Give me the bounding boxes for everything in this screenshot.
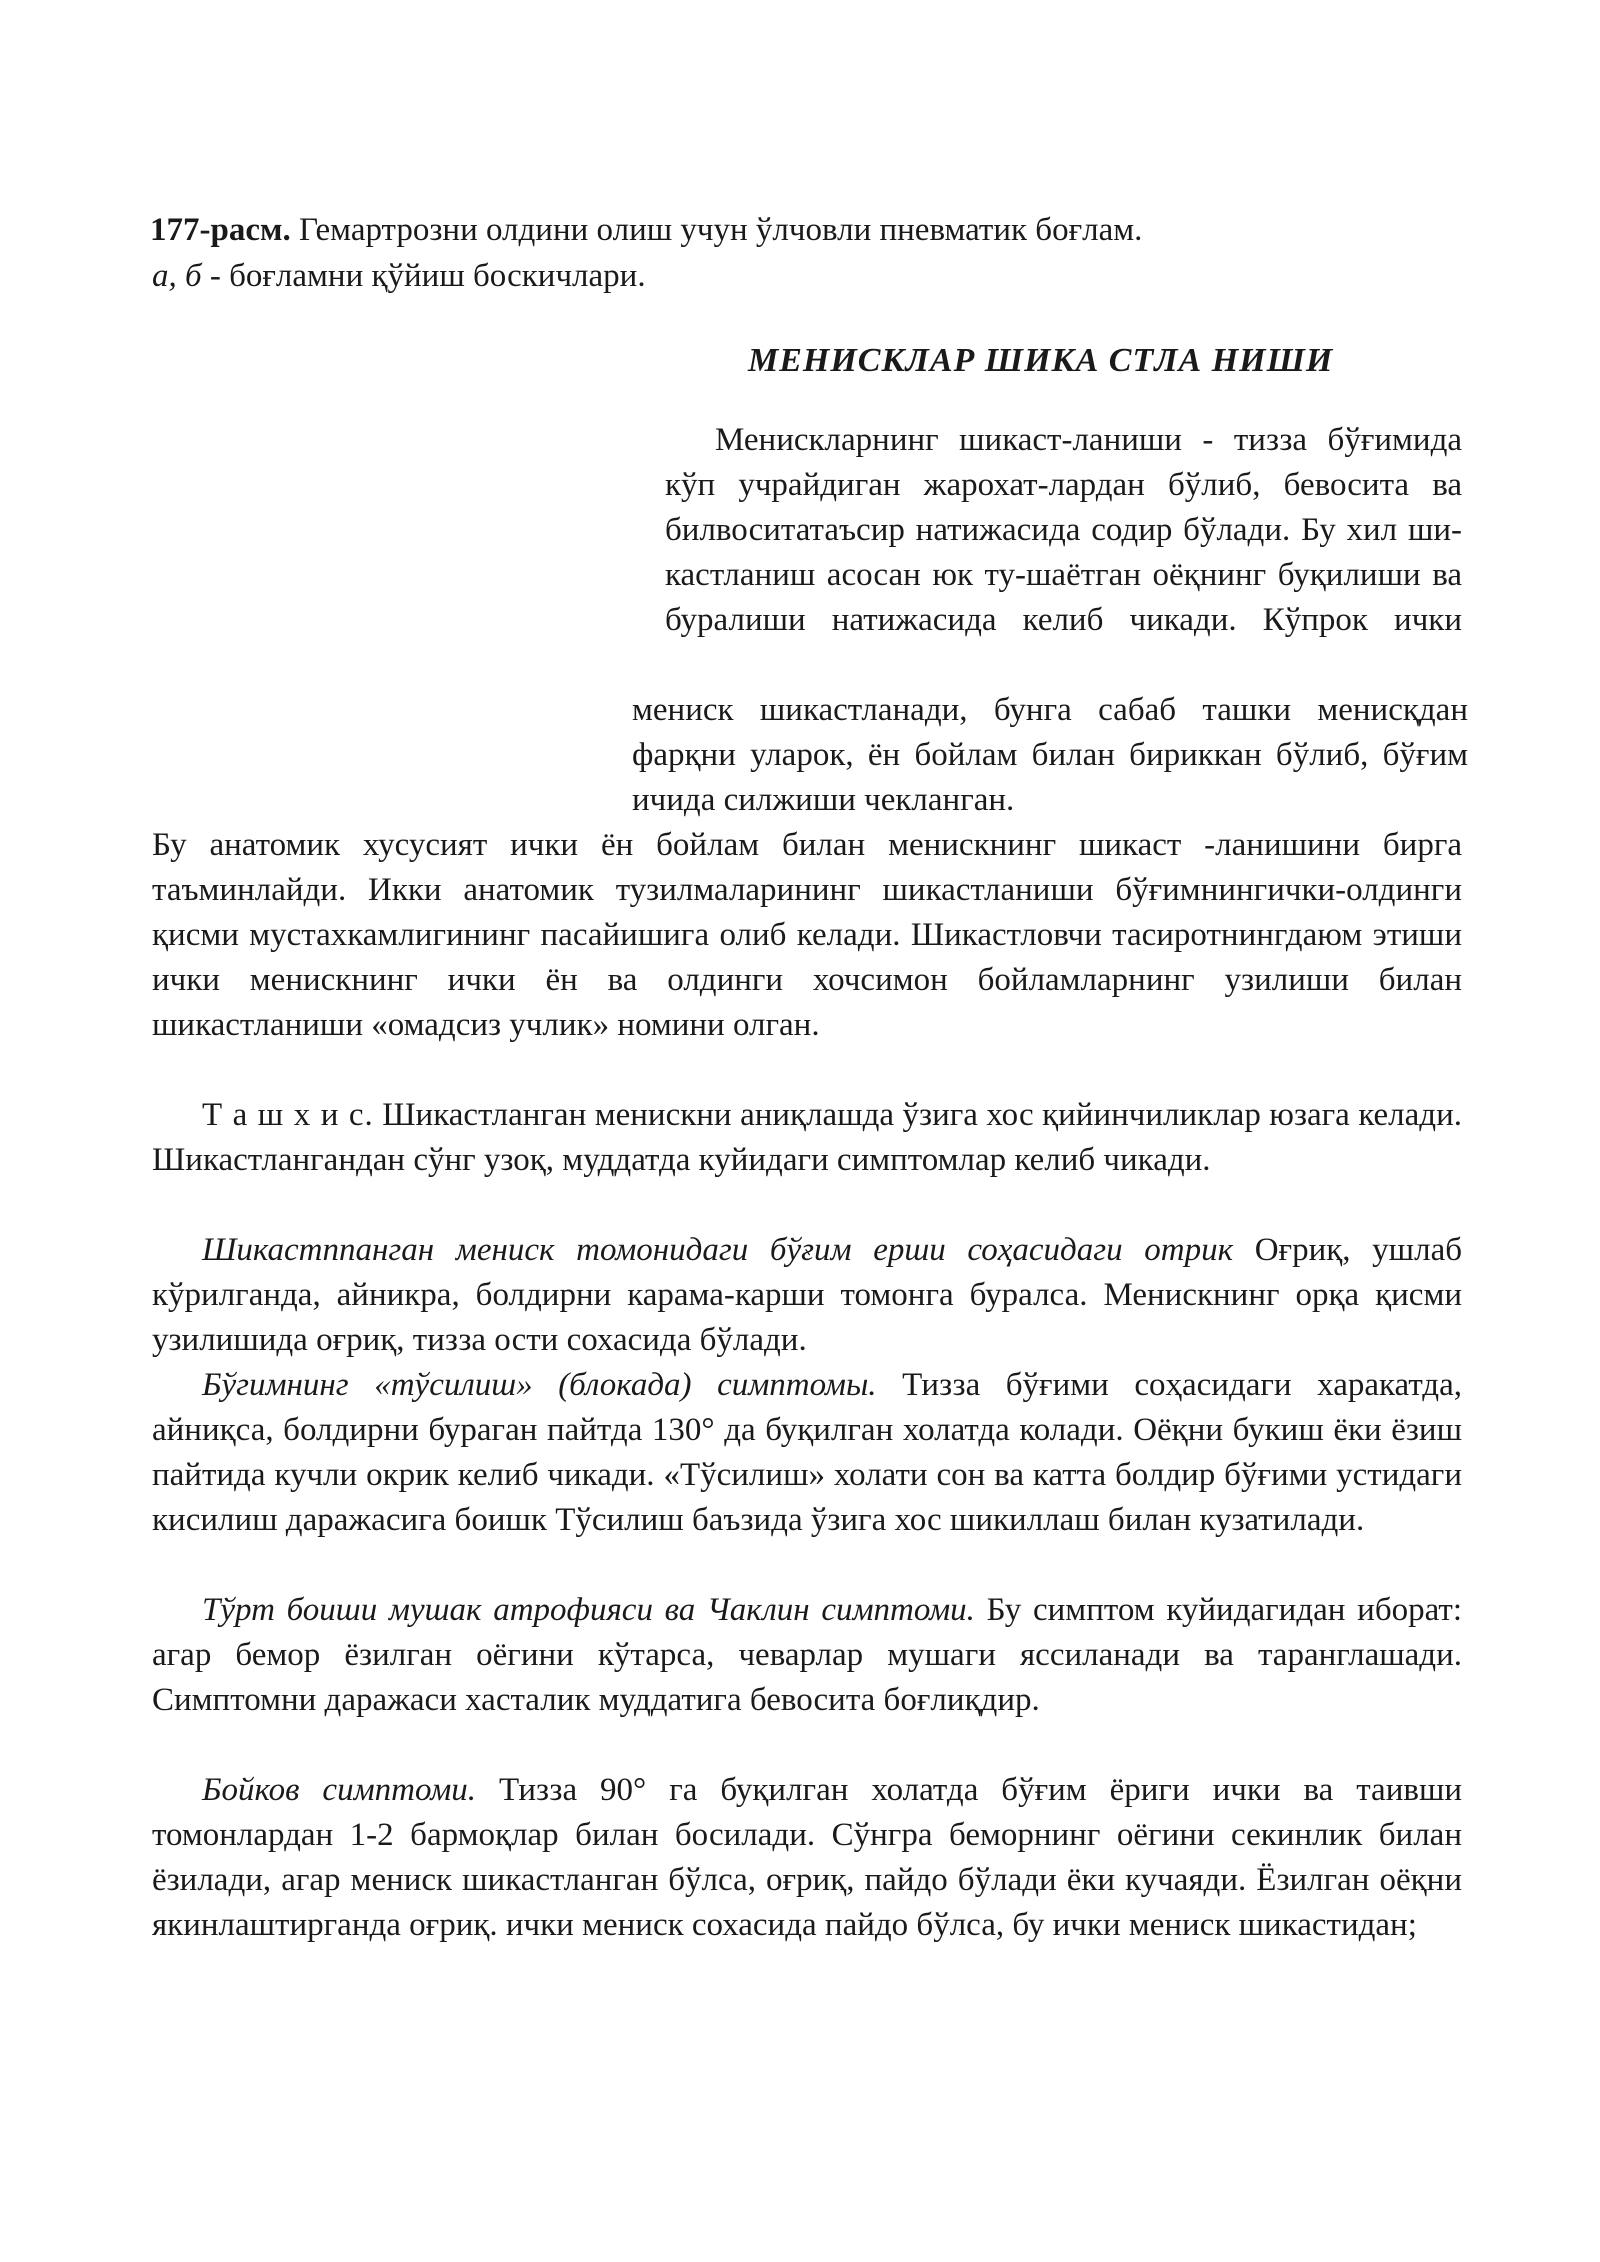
intro-paragraph-medium: мениск шикастланади, бунга сабаб ташки менисқдан фарқни уларок, ён бойлам билан бириккан бўлиб, бўғим ичида силжиши чекланган. — [632, 692, 1468, 818]
symptom-paragraph — [152, 1228, 1462, 1363]
symptom-title: Бойков симптоми. — [202, 1772, 477, 1808]
figure-number: 177-расм. — [150, 212, 291, 248]
symptom-paragraph — [152, 1768, 1462, 1948]
figure-letters-text: - боғламни қўйиш боскичлари. — [201, 258, 646, 294]
figure-caption-text: Гемартрозни олдини олиш учун ўлчовли пневматик боғлам. — [290, 212, 1143, 248]
symptom-text: Тизза бўғими соҳасидаги харакатда, айниқса, болдирни бураган пайтда 130° да буқилган холатда колади. Оёқни букиш ёки ёзиш пайтида кучли окрик келиб чикади. «Тўсилиш» холати сон ва катта болдир бўғими устидаги кисилиш даражасига боишк Тўсилиш баъзида ўзига хос шикиллаш билан кузатилади. — [152, 1367, 1462, 1538]
diagnosis-paragraph — [152, 1093, 1462, 1183]
diagnosis-lead: Т а ш х и с. — [202, 1097, 374, 1133]
symptom-title: Бўгимнинг «тўсилиш» (блокада) симптомы. — [202, 1367, 877, 1403]
symptom-paragraph — [152, 1588, 1462, 1723]
symptom-text: Тизза 90° га буқилган холатда бўғим ёриги ички ва таивши томонлардан 1-2 бармоқлар билан босилади. Сўнгра беморнинг оёгини секинлик билан ёзилади, агар мениск шикастланган бўлса, оғриқ, пайдо бўлади ёки кучаяди. Ёзилган оёқни якинлаштирганда оғриқ. ички мениск сохасида пайдо бўлса, бу ички мениск шикастидан; — [152, 1772, 1463, 1943]
symptom-title: Тўрт боиши мушак атрофияси ва Чаклин симптоми. — [202, 1592, 975, 1628]
diagnosis-text: Шикастланган менискни аниқлашда ўзига хос қийинчиликлар юзага келади. Шикастлангандан сўнг узоқ, муддатда куйидаги симптомлар келиб чикади. — [152, 1097, 1462, 1178]
symptom-text: Бу симптом куйидагидан иборат: агар бемор ёзилган оёгини кўтарса, чеварлар мушаги яссиланади ва таранглашади. Симптомни даражаси хасталик муддатига бевосита боғлиқдир. — [152, 1592, 1462, 1718]
symptom-title: Шикастппанган мениск томонидаги бўғим ерши соҳасидаги отрик — [202, 1232, 1234, 1268]
section-title: МЕНИСКЛАР ШИКА СТЛА НИШИ — [748, 342, 1334, 379]
figure-caption — [150, 208, 1450, 253]
symptom-paragraph — [152, 1363, 1462, 1543]
figure-letters: а, б — [152, 258, 202, 294]
figure-caption-letters-line — [152, 254, 1352, 299]
symptom-text: Оғриқ, ушлаб кўрилганда, айникра, болдирни карама-карши томонга буралса. Менискнинг орқа қисми узилишида оғриқ, тизза ости сохасида бўлади. — [152, 1232, 1462, 1358]
intro-paragraph-full: Бу анатомик хусусият ички ён бойлам билан менискнинг шикаст -ланишини бирга таъминлайди. Икки анатомик тузилмаларининг шикастланиши бўғимнингички-олдинги қисми мустахкамлигининг пасайишига олиб келади. Шикастловчи тасиротнингдаюм этиши ички менискнинг ички ён ва олдинги хочсимон бойламларнинг узилиши билан шикастланиши «омадсиз учлик» номини олган. — [152, 827, 1462, 1043]
intro-paragraph-narrow: Менискларнинг шикаст-ланиши - тизза бўғимида кўп учрайдиган жарохат-лардан бўлиб, бевосита ва билвоситатаъсир натижасида содир бўлади. Бу хил ши-кастланиш асосан юк ту-шаётган оёқнинг буқилиши ва буралиши натижасида келиб чикади. Кўпрок ички — [665, 422, 1462, 638]
